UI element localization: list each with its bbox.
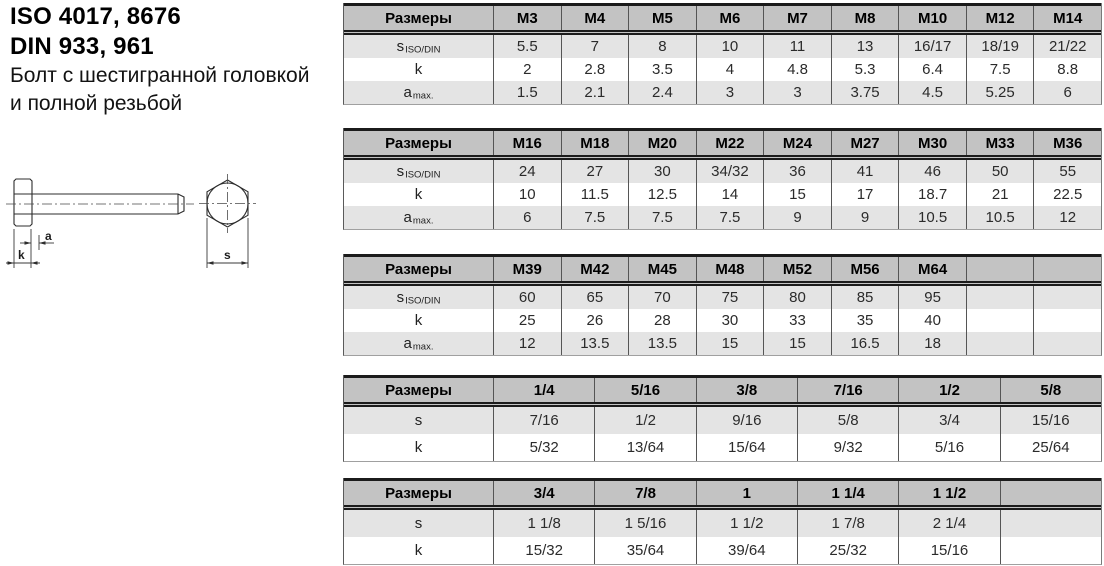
table-header-row: [344, 375, 1101, 407]
size-header-cell: M10: [898, 6, 966, 30]
value-cell: [1033, 332, 1101, 355]
value-cell: 46: [898, 160, 966, 183]
value-cell: 34/32: [696, 160, 764, 183]
value-cell: 25: [493, 309, 561, 332]
size-header-cell: 1/2: [898, 378, 999, 402]
value-cell: 26: [561, 309, 629, 332]
value-cell: 13.5: [561, 332, 629, 355]
row-label: s: [414, 515, 423, 532]
size-header-cell: M56: [831, 257, 899, 281]
size-header-cell: 7/8: [594, 481, 695, 505]
standard-title-iso: ISO 4017, 8676: [10, 3, 181, 30]
size-header-cell: 3/8: [696, 378, 797, 402]
value-cell: [1033, 286, 1101, 309]
table-data-row: [344, 407, 1101, 434]
value-cell: 15: [696, 332, 764, 355]
corner-header-cell: Размеры: [385, 9, 452, 27]
row-label: k: [414, 542, 423, 559]
value-cell: 5/32: [493, 434, 594, 461]
value-cell: 6.4: [898, 58, 966, 81]
value-cell: 55: [1033, 160, 1101, 183]
size-header-cell: 1: [696, 481, 797, 505]
row-label: k: [414, 312, 423, 329]
spec-table-5: [343, 478, 1102, 565]
value-cell: 95: [898, 286, 966, 309]
size-header-cell: M16: [493, 131, 561, 155]
value-cell: 9/16: [696, 407, 797, 434]
row-label: a max.: [403, 84, 434, 102]
spec-table-2: [343, 128, 1102, 230]
value-cell: 35: [831, 309, 899, 332]
size-header-cell: 5/16: [594, 378, 695, 402]
row-label: s ISO/DIN: [396, 38, 441, 56]
dim-label-k: k: [18, 248, 25, 262]
value-cell: 41: [831, 160, 899, 183]
value-cell: 18.7: [898, 183, 966, 206]
row-label: s ISO/DIN: [396, 163, 441, 181]
value-cell: 15/16: [898, 537, 999, 564]
dim-label-s: s: [224, 248, 231, 262]
size-header-cell: M7: [763, 6, 831, 30]
value-cell: 5/16: [898, 434, 999, 461]
value-cell: 24: [493, 160, 561, 183]
value-cell: 3.5: [628, 58, 696, 81]
value-cell: 11: [763, 35, 831, 58]
value-cell: 2.1: [561, 81, 629, 104]
size-header-cell: M14: [1033, 6, 1101, 30]
value-cell: 27: [561, 160, 629, 183]
title-block: [10, 2, 340, 118]
table-data-row: [344, 35, 1101, 58]
value-cell: 14: [696, 183, 764, 206]
value-cell: 16.5: [831, 332, 899, 355]
value-cell: 9/32: [797, 434, 898, 461]
value-cell: 30: [628, 160, 696, 183]
value-cell: 7.5: [966, 58, 1034, 81]
table-data-row: [344, 537, 1101, 564]
dim-label-a: a: [45, 229, 52, 243]
size-header-cell: M18: [561, 131, 629, 155]
value-cell: 5.3: [831, 58, 899, 81]
value-cell: 2.4: [628, 81, 696, 104]
value-cell: 15: [763, 332, 831, 355]
corner-header-cell: Размеры: [385, 134, 452, 152]
value-cell: 85: [831, 286, 899, 309]
value-cell: 21/22: [1033, 35, 1101, 58]
size-header-cell: M5: [628, 6, 696, 30]
value-cell: 39/64: [696, 537, 797, 564]
value-cell: 7.5: [696, 206, 764, 229]
value-cell: 6: [1033, 81, 1101, 104]
value-cell: 15/32: [493, 537, 594, 564]
value-cell: 4.5: [898, 81, 966, 104]
value-cell: 8: [628, 35, 696, 58]
value-cell: 40: [898, 309, 966, 332]
value-cell: [966, 332, 1034, 355]
value-cell: 33: [763, 309, 831, 332]
size-header-cell: 1/4: [493, 378, 594, 402]
value-cell: 7: [561, 35, 629, 58]
row-label: a max.: [403, 209, 434, 227]
table-header-row: [344, 128, 1101, 160]
value-cell: 50: [966, 160, 1034, 183]
table-header-row: [344, 254, 1101, 286]
row-label: a max.: [403, 335, 434, 353]
value-cell: 75: [696, 286, 764, 309]
bolt-side-view: [6, 179, 194, 226]
dimension-k: [6, 229, 40, 268]
value-cell: 10.5: [898, 206, 966, 229]
value-cell: 13.5: [628, 332, 696, 355]
value-cell: 10: [493, 183, 561, 206]
value-cell: 5.25: [966, 81, 1034, 104]
value-cell: 5.5: [493, 35, 561, 58]
value-cell: 4.8: [763, 58, 831, 81]
dimension-s: [207, 218, 248, 268]
size-header-cell: M4: [561, 6, 629, 30]
size-header-cell: [1033, 257, 1101, 281]
value-cell: 6: [493, 206, 561, 229]
value-cell: 1 1/2: [696, 510, 797, 537]
size-header-cell: M39: [493, 257, 561, 281]
value-cell: 35/64: [594, 537, 695, 564]
value-cell: 13: [831, 35, 899, 58]
value-cell: 12.5: [628, 183, 696, 206]
size-header-cell: 1 1/2: [898, 481, 999, 505]
value-cell: 36: [763, 160, 831, 183]
size-header-cell: M20: [628, 131, 696, 155]
table-data-row: [344, 286, 1101, 309]
size-header-cell: M33: [966, 131, 1034, 155]
value-cell: 1/2: [594, 407, 695, 434]
table-header-row: [344, 478, 1101, 510]
value-cell: 1 1/8: [493, 510, 594, 537]
corner-header-cell: Размеры: [385, 260, 452, 278]
value-cell: [1000, 537, 1101, 564]
size-header-cell: [966, 257, 1034, 281]
table-data-row: [344, 183, 1101, 206]
value-cell: 16/17: [898, 35, 966, 58]
size-header-cell: 3/4: [493, 481, 594, 505]
value-cell: 7.5: [561, 206, 629, 229]
value-cell: [1000, 510, 1101, 537]
size-header-cell: M24: [763, 131, 831, 155]
value-cell: 28: [628, 309, 696, 332]
size-header-cell: M8: [831, 6, 899, 30]
table-data-row: [344, 58, 1101, 81]
table-data-row: [344, 206, 1101, 229]
size-header-cell: M6: [696, 6, 764, 30]
size-header-cell: 7/16: [797, 378, 898, 402]
size-header-cell: M36: [1033, 131, 1101, 155]
value-cell: 5/8: [797, 407, 898, 434]
size-header-cell: M12: [966, 6, 1034, 30]
value-cell: 2: [493, 58, 561, 81]
value-cell: 11.5: [561, 183, 629, 206]
size-header-cell: M42: [561, 257, 629, 281]
value-cell: 1.5: [493, 81, 561, 104]
row-label: k: [414, 61, 423, 78]
value-cell: 15/64: [696, 434, 797, 461]
value-cell: 17: [831, 183, 899, 206]
table-header-row: [344, 3, 1101, 35]
table-data-row: [344, 434, 1101, 461]
spec-table-4: [343, 375, 1102, 462]
value-cell: [1033, 309, 1101, 332]
value-cell: 7/16: [493, 407, 594, 434]
size-header-cell: 5/8: [1000, 378, 1101, 402]
row-label: s ISO/DIN: [396, 289, 441, 307]
size-header-cell: M48: [696, 257, 764, 281]
value-cell: 3: [696, 81, 764, 104]
value-cell: 2.8: [561, 58, 629, 81]
size-header-cell: [1000, 481, 1101, 505]
standard-title-din: DIN 933, 961: [10, 33, 154, 60]
value-cell: 3.75: [831, 81, 899, 104]
value-cell: 25/64: [1000, 434, 1101, 461]
value-cell: 12: [493, 332, 561, 355]
value-cell: 70: [628, 286, 696, 309]
size-header-cell: M3: [493, 6, 561, 30]
size-header-cell: M52: [763, 257, 831, 281]
corner-header-cell: Размеры: [385, 381, 452, 399]
value-cell: 9: [763, 206, 831, 229]
value-cell: 1 7/8: [797, 510, 898, 537]
size-header-cell: M45: [628, 257, 696, 281]
table-data-row: [344, 309, 1101, 332]
value-cell: 65: [561, 286, 629, 309]
value-cell: 3/4: [898, 407, 999, 434]
row-label: k: [414, 186, 423, 203]
value-cell: 60: [493, 286, 561, 309]
corner-header-cell: Размеры: [385, 484, 452, 502]
spec-table-3: [343, 254, 1102, 356]
value-cell: 9: [831, 206, 899, 229]
value-cell: 10.5: [966, 206, 1034, 229]
size-header-cell: M64: [898, 257, 966, 281]
value-cell: 10: [696, 35, 764, 58]
value-cell: 4: [696, 58, 764, 81]
product-description-line2: и полной резьбой: [10, 92, 183, 115]
value-cell: 21: [966, 183, 1034, 206]
product-description-line1: Болт с шестигранной головкой: [10, 64, 310, 87]
size-header-cell: M30: [898, 131, 966, 155]
bolt-technical-drawing: [0, 166, 270, 274]
value-cell: 18: [898, 332, 966, 355]
row-label: k: [414, 439, 423, 456]
row-label: s: [414, 412, 423, 429]
value-cell: [966, 309, 1034, 332]
table-data-row: [344, 510, 1101, 537]
bolt-head-end-view: [199, 174, 256, 233]
value-cell: 80: [763, 286, 831, 309]
table-data-row: [344, 160, 1101, 183]
size-header-cell: 1 1/4: [797, 481, 898, 505]
value-cell: 15: [763, 183, 831, 206]
value-cell: 2 1/4: [898, 510, 999, 537]
dimension-tables: [343, 0, 1100, 566]
value-cell: [966, 286, 1034, 309]
size-header-cell: M22: [696, 131, 764, 155]
value-cell: 13/64: [594, 434, 695, 461]
size-header-cell: M27: [831, 131, 899, 155]
value-cell: 30: [696, 309, 764, 332]
value-cell: 8.8: [1033, 58, 1101, 81]
value-cell: 25/32: [797, 537, 898, 564]
value-cell: 18/19: [966, 35, 1034, 58]
table-data-row: [344, 81, 1101, 104]
value-cell: 3: [763, 81, 831, 104]
table-data-row: [344, 332, 1101, 355]
value-cell: 22.5: [1033, 183, 1101, 206]
spec-table-1: [343, 3, 1102, 105]
value-cell: 1 5/16: [594, 510, 695, 537]
value-cell: 15/16: [1000, 407, 1101, 434]
value-cell: 12: [1033, 206, 1101, 229]
value-cell: 7.5: [628, 206, 696, 229]
